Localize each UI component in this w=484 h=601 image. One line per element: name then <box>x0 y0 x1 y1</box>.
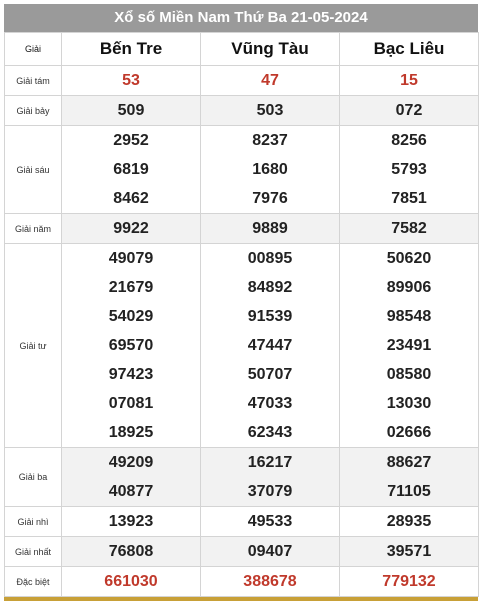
prize-cell <box>340 537 479 567</box>
winning-number: 18925 <box>108 424 154 441</box>
header-label: Giải <box>5 33 62 66</box>
prize-cell <box>62 96 201 126</box>
page-title: Xổ số Miền Nam Thứ Ba 21-05-2024 <box>4 4 478 32</box>
winning-number: 71105 <box>387 483 431 500</box>
winning-number: 49209 <box>108 454 154 471</box>
prize-cell <box>340 244 479 448</box>
prize-cell <box>62 448 201 507</box>
winning-number: 88627 <box>386 454 432 471</box>
prize-cell <box>62 244 201 448</box>
prize-row <box>5 214 479 244</box>
prize-cell <box>201 537 340 567</box>
winning-number: 49533 <box>247 513 293 530</box>
prize-cell <box>201 507 340 537</box>
prize-label: Đặc biệt <box>5 567 62 597</box>
prize-cell <box>340 96 479 126</box>
winning-number: 47 <box>261 72 279 89</box>
winning-number: 7851 <box>391 190 427 207</box>
winning-number: 50707 <box>247 366 293 383</box>
prize-cell <box>340 448 479 507</box>
province-name: Bạc Liêu <box>340 33 479 66</box>
winning-number: 54029 <box>108 308 154 325</box>
prize-row <box>5 244 479 448</box>
winning-number: 69570 <box>108 337 154 354</box>
prize-cell <box>62 537 201 567</box>
prize-label: Giải năm <box>5 214 62 244</box>
winning-number: 09407 <box>247 543 293 560</box>
prize-label: Giải sáu <box>5 126 62 214</box>
footer-bar <box>4 597 478 601</box>
prize-cell <box>201 96 340 126</box>
winning-number: 40877 <box>108 483 154 500</box>
province-name: Vũng Tàu <box>201 33 340 66</box>
winning-number: 76808 <box>108 543 154 560</box>
winning-number: 9922 <box>113 220 149 237</box>
lottery-results <box>4 4 478 601</box>
winning-number: 02666 <box>386 424 432 441</box>
prize-label: Giải nhì <box>5 507 62 537</box>
winning-number: 16217 <box>247 454 293 471</box>
winning-number: 37079 <box>247 483 293 500</box>
prize-row <box>5 448 479 507</box>
prize-cell <box>201 214 340 244</box>
results-table <box>4 32 479 597</box>
prize-label: Giải tám <box>5 66 62 96</box>
winning-number: 07081 <box>108 395 154 412</box>
winning-number: 8462 <box>113 190 149 207</box>
prize-cell <box>62 214 201 244</box>
prize-row <box>5 126 479 214</box>
prize-cell <box>340 214 479 244</box>
prize-cell <box>340 507 479 537</box>
winning-number: 39571 <box>386 543 432 560</box>
winning-number: 503 <box>256 102 284 119</box>
winning-number: 6819 <box>113 161 149 178</box>
prize-cell <box>201 66 340 96</box>
header-row <box>5 33 479 66</box>
winning-number: 21679 <box>108 279 154 296</box>
winning-number: 8237 <box>252 132 288 149</box>
winning-number: 5793 <box>391 161 427 178</box>
winning-number: 23491 <box>386 337 432 354</box>
winning-number: 53 <box>122 72 140 89</box>
winning-number: 97423 <box>108 366 154 383</box>
winning-number: 661030 <box>104 573 158 590</box>
winning-number: 98548 <box>386 308 432 325</box>
prize-cell <box>340 126 479 214</box>
winning-number: 00895 <box>247 250 293 267</box>
winning-number: 9889 <box>252 220 288 237</box>
winning-number: 49079 <box>108 250 154 267</box>
winning-number: 28935 <box>386 513 432 530</box>
winning-number: 7582 <box>391 220 427 237</box>
winning-number: 91539 <box>247 308 293 325</box>
prize-cell <box>62 66 201 96</box>
prize-cell <box>62 507 201 537</box>
prize-cell <box>201 448 340 507</box>
winning-number: 7976 <box>252 190 288 207</box>
prize-label: Giải bảy <box>5 96 62 126</box>
prize-cell <box>340 66 479 96</box>
winning-number: 13923 <box>108 513 154 530</box>
prize-label: Giải ba <box>5 448 62 507</box>
winning-number: 388678 <box>243 573 297 590</box>
winning-number: 779132 <box>382 573 436 590</box>
winning-number: 08580 <box>386 366 432 383</box>
winning-number: 89906 <box>386 279 432 296</box>
winning-number: 47447 <box>247 337 293 354</box>
prize-row <box>5 537 479 567</box>
winning-number: 072 <box>395 102 423 119</box>
prize-row <box>5 507 479 537</box>
prize-label: Giải tư <box>5 244 62 448</box>
winning-number: 15 <box>400 72 418 89</box>
winning-number: 509 <box>117 102 145 119</box>
province-name: Bến Tre <box>62 33 201 66</box>
prize-cell <box>62 126 201 214</box>
prize-cell <box>201 244 340 448</box>
prize-cell <box>201 126 340 214</box>
prize-label: Giải nhất <box>5 537 62 567</box>
winning-number: 1680 <box>252 161 288 178</box>
winning-number: 2952 <box>113 132 149 149</box>
winning-number: 8256 <box>391 132 427 149</box>
winning-number: 50620 <box>386 250 432 267</box>
prize-row <box>5 96 479 126</box>
winning-number: 84892 <box>247 279 293 296</box>
prize-row <box>5 66 479 96</box>
winning-number: 13030 <box>386 395 432 412</box>
winning-number: 47033 <box>247 395 293 412</box>
winning-number: 62343 <box>247 424 293 441</box>
